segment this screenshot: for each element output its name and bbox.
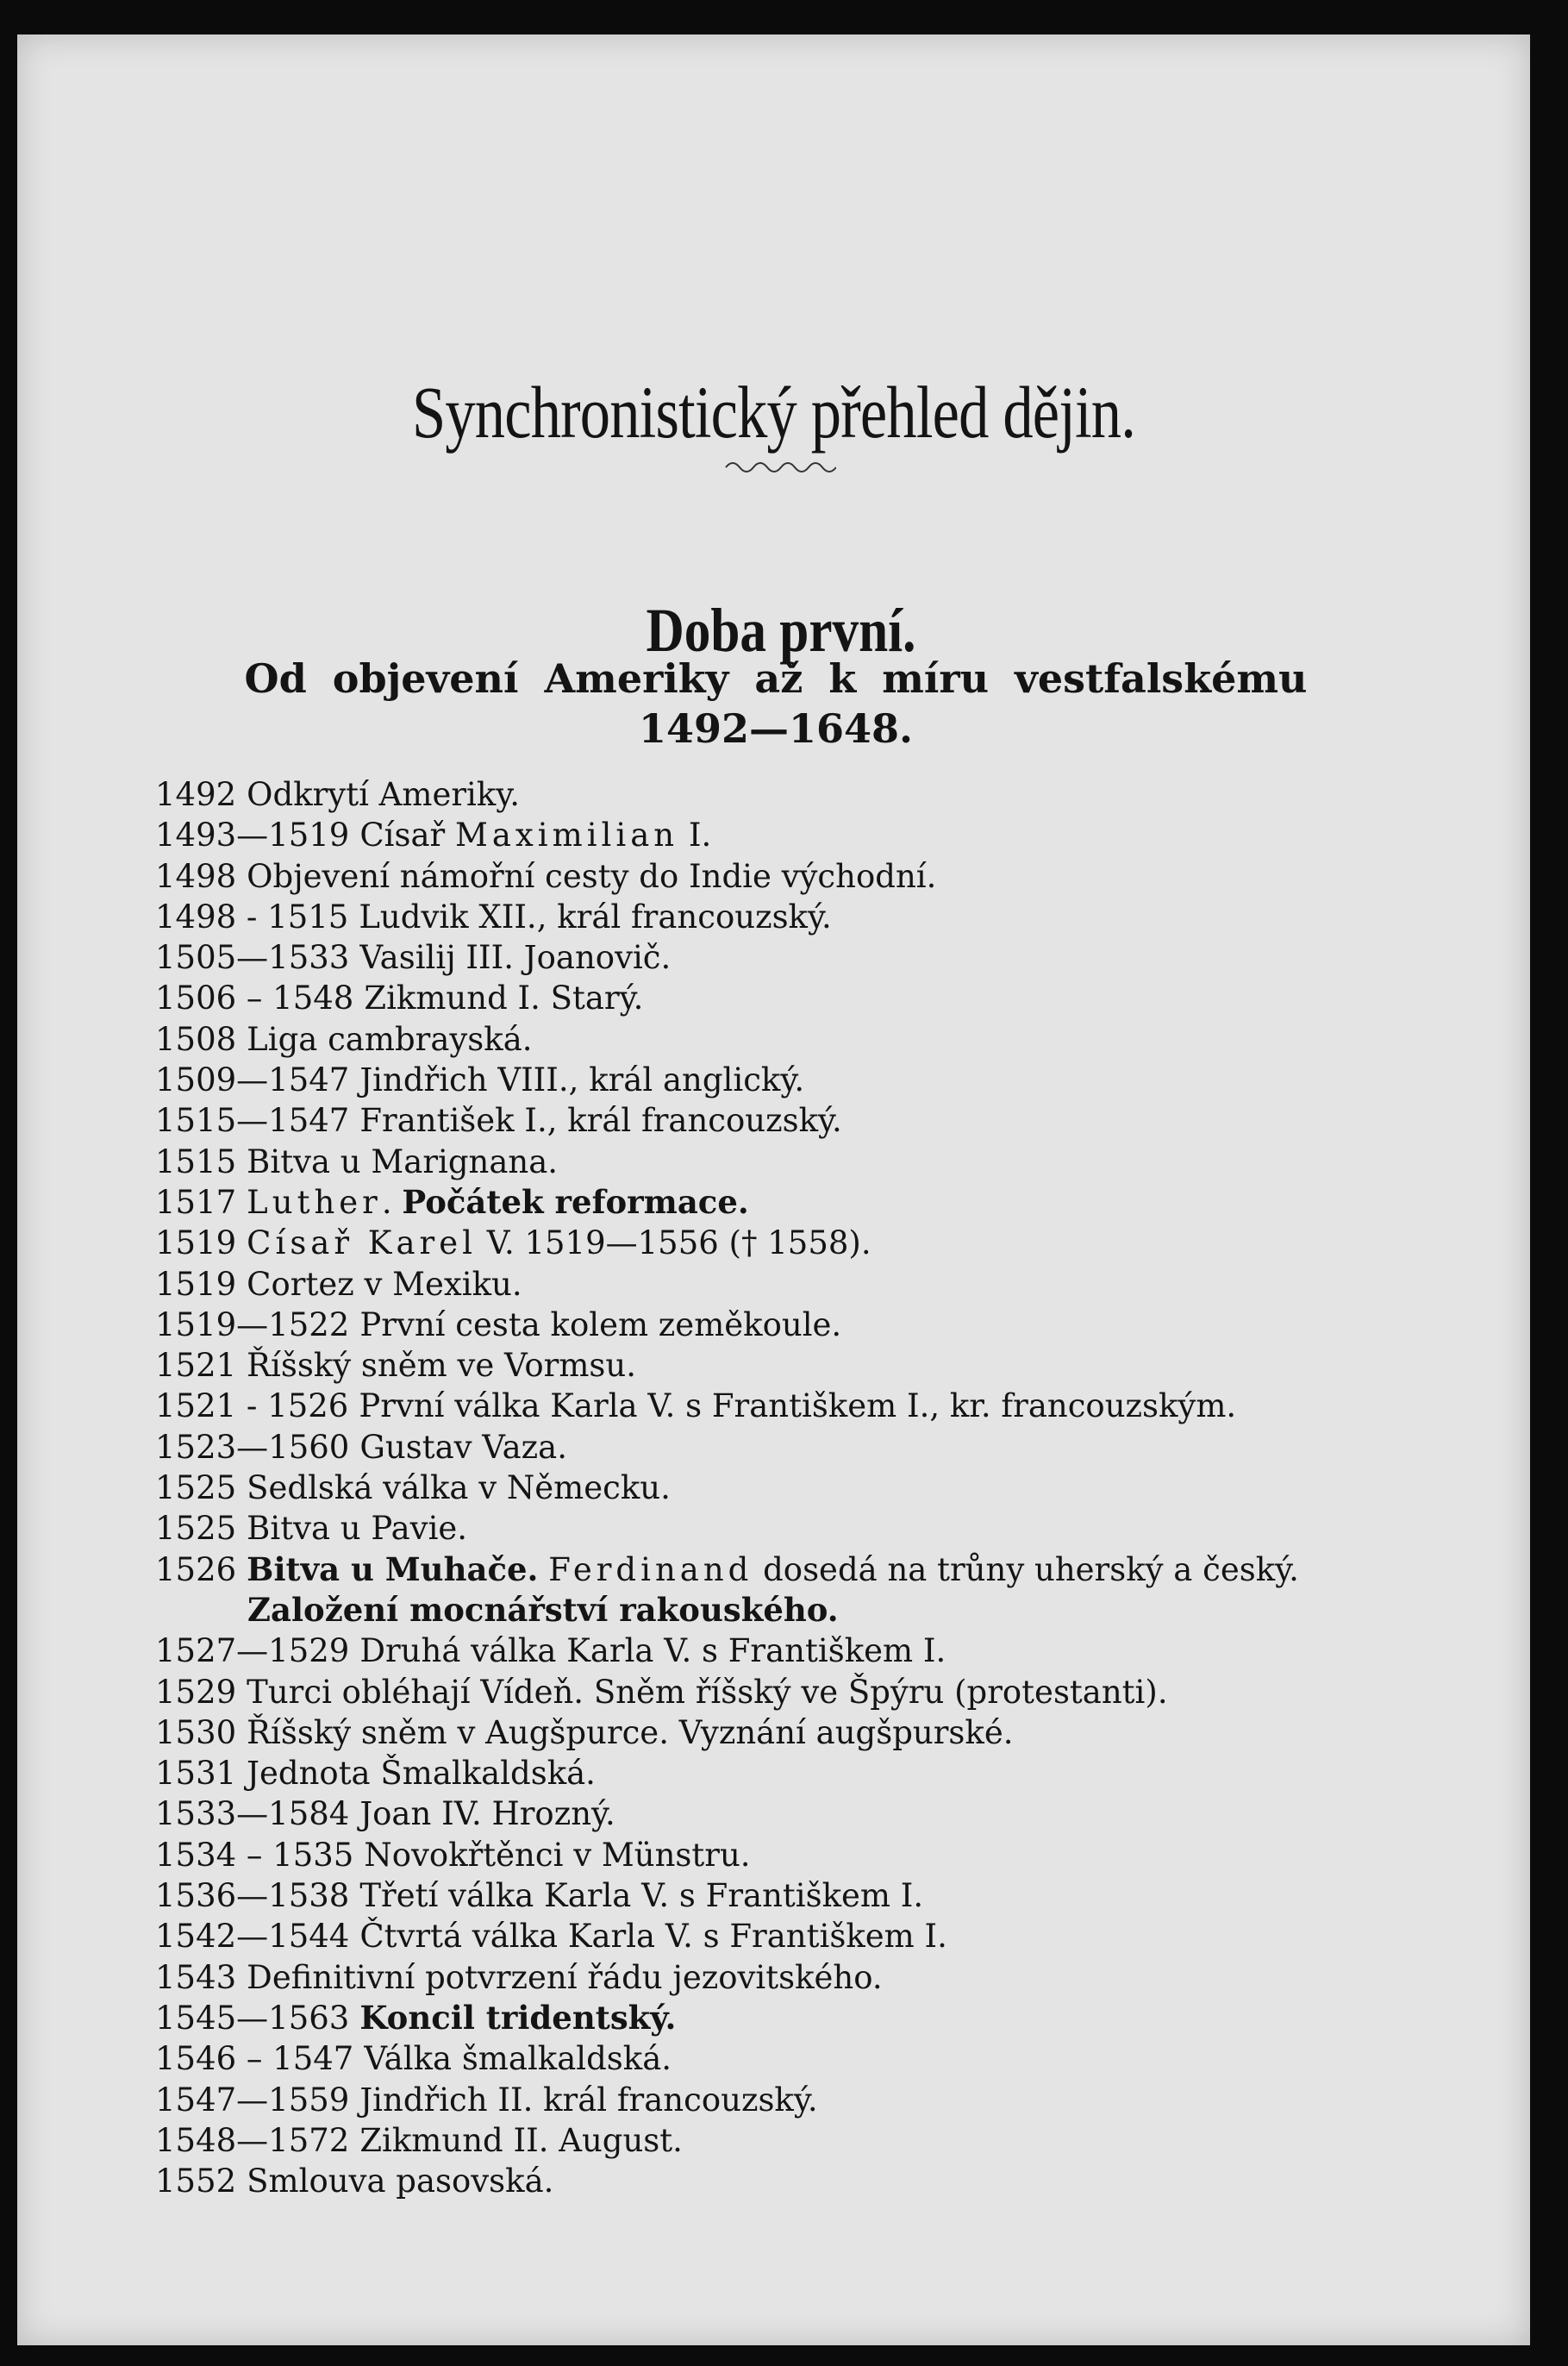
entry-year: 1531 bbox=[155, 1755, 237, 1793]
list-item bbox=[155, 1182, 1483, 1223]
entry-text: Novokřtěnci v Münstru. bbox=[364, 1836, 751, 1874]
entry-text: I. bbox=[678, 817, 712, 854]
entry-year: 1519—1522 bbox=[155, 1305, 350, 1343]
list-item bbox=[155, 1468, 1483, 1508]
entry-year: 1529 bbox=[155, 1673, 237, 1711]
entry-year: 1552 bbox=[155, 2163, 237, 2200]
entry-year: 1542—1544 bbox=[155, 1918, 350, 1956]
list-item bbox=[155, 937, 1483, 978]
list-item bbox=[155, 2038, 1483, 2079]
page-title: Synchronistický přehled dějin. bbox=[411, 370, 1136, 454]
entry-year: 1492 bbox=[155, 776, 237, 813]
entry-text: Bitva u Pavie. bbox=[247, 1510, 468, 1548]
entry-text: Liga cambrayská. bbox=[247, 1020, 533, 1058]
entry-text: Ferdinand bbox=[548, 1550, 753, 1588]
list-item bbox=[155, 1345, 1483, 1386]
entry-year: 1547—1559 bbox=[155, 2081, 350, 2119]
list-item bbox=[155, 1672, 1483, 1712]
list-item bbox=[155, 2161, 1483, 2201]
wavy-ornament bbox=[724, 457, 836, 474]
entry-year: 1536—1538 bbox=[155, 1877, 350, 1915]
entry-year: 1515—1547 bbox=[155, 1102, 350, 1140]
list-item bbox=[155, 815, 1483, 855]
list-item bbox=[155, 1793, 1483, 1834]
list-item bbox=[155, 1223, 1483, 1263]
entry-text: . bbox=[381, 1183, 403, 1221]
list-item bbox=[155, 1427, 1483, 1468]
entry-year: 1517 bbox=[155, 1183, 237, 1221]
section-date-range: 1492—1648. bbox=[638, 705, 914, 752]
entry-year: 1526 bbox=[155, 1550, 237, 1588]
entry-text: V. 1519—1556 († 1558). bbox=[476, 1224, 871, 1262]
entry-year: 1521 bbox=[155, 1347, 237, 1385]
entry-year: 1525 bbox=[155, 1510, 237, 1548]
entry-text: Objevení námořní cesty do Indie východní. bbox=[247, 857, 937, 895]
entry-text: dosedá na trůny uherský a český. bbox=[753, 1550, 1299, 1588]
entry-year: 1521 - 1526 bbox=[155, 1387, 349, 1425]
entry-year: 1509—1547 bbox=[155, 1061, 350, 1099]
list-item bbox=[155, 1916, 1483, 1956]
entry-text: Čtvrtá válka Karla V. s Františkem I. bbox=[359, 1918, 947, 1956]
entry-text: Joan IV. Hrozný. bbox=[359, 1795, 615, 1833]
entry-year: 1493—1519 bbox=[155, 817, 350, 854]
list-item bbox=[155, 856, 1483, 897]
list-item bbox=[155, 1305, 1483, 1345]
list-item bbox=[155, 978, 1483, 1018]
list-item bbox=[155, 1386, 1483, 1426]
book-page bbox=[17, 34, 1530, 2345]
entry-year: 1548—1572 bbox=[155, 2121, 350, 2159]
list-item bbox=[155, 1019, 1483, 1060]
list-item bbox=[155, 2120, 1483, 2161]
entry-text: Turci obléhají Vídeň. Sněm říšský ve Špýru (protestanti). bbox=[247, 1673, 1168, 1711]
list-item-continuation bbox=[155, 1590, 1483, 1631]
chronology-list bbox=[155, 774, 1483, 2201]
entry-text: Vasilij III. Joanovič. bbox=[359, 939, 672, 977]
section-heading: Od objevení Ameriky až k míru vestfalskému bbox=[244, 655, 1308, 702]
entry-text: Odkrytí Ameriky. bbox=[247, 776, 521, 813]
entry-year: 1545—1563 bbox=[155, 1999, 350, 2037]
entry-text: Maximilian bbox=[454, 817, 679, 854]
entry-text: Koncil tridentský. bbox=[359, 1998, 677, 2037]
list-item bbox=[155, 1998, 1483, 2038]
list-item bbox=[155, 1631, 1483, 1671]
list-item bbox=[155, 1142, 1483, 1182]
entry-text: Bitva u Muhače. bbox=[247, 1549, 539, 1588]
entry-text: Říšský sněm ve Vormsu. bbox=[247, 1347, 636, 1385]
entry-year: 1533—1584 bbox=[155, 1795, 350, 1833]
entry-text: Říšský sněm v Augšpurce. Vyznání augšpurské. bbox=[247, 1713, 1014, 1751]
entry-text: Válka šmalkaldská. bbox=[364, 2040, 672, 2078]
entry-text: Gustav Vaza. bbox=[359, 1428, 567, 1466]
entry-text: Smlouva pasovská. bbox=[247, 2163, 554, 2200]
list-item bbox=[155, 1549, 1483, 1590]
entry-text: Cortez v Mexiku. bbox=[247, 1265, 522, 1303]
entry-text: Císař Karel bbox=[247, 1224, 477, 1262]
entry-text: Jindřich VIII., král anglický. bbox=[359, 1061, 805, 1099]
entry-text: Císař bbox=[359, 817, 455, 854]
entry-text: Bitva u Marignana. bbox=[247, 1142, 559, 1180]
entry-year: 1519 bbox=[155, 1265, 237, 1303]
entry-text: Třetí válka Karla V. s Františkem I. bbox=[359, 1877, 924, 1915]
entry-year: 1543 bbox=[155, 1958, 237, 1996]
list-item bbox=[155, 1875, 1483, 1916]
entry-text: Definitivní potvrzení řádu jezovitského. bbox=[247, 1958, 883, 1996]
list-item bbox=[155, 1957, 1483, 1998]
entry-text: František I., král francouzský. bbox=[359, 1102, 842, 1140]
list-item bbox=[155, 1264, 1483, 1305]
entry-year: 1508 bbox=[155, 1020, 237, 1058]
entry-text: Zikmund II. August. bbox=[359, 2121, 683, 2159]
entry-text: Sedlská válka v Německu. bbox=[247, 1469, 671, 1507]
entry-year: 1534 – 1535 bbox=[155, 1836, 354, 1874]
entry-year: 1525 bbox=[155, 1469, 237, 1507]
entry-text: První cesta kolem zeměkoule. bbox=[359, 1305, 842, 1343]
entry-year: 1498 - 1515 bbox=[155, 898, 349, 936]
section-title: Doba první. bbox=[646, 595, 916, 665]
list-item bbox=[155, 1508, 1483, 1549]
entry-year: 1546 – 1547 bbox=[155, 2040, 354, 2078]
entry-year: 1523—1560 bbox=[155, 1428, 350, 1466]
entry-text: První válka Karla V. s Františkem I., kr. francouzským. bbox=[359, 1387, 1237, 1425]
entry-year: 1519 bbox=[155, 1224, 237, 1262]
entry-text: Druhá válka Karla V. s Františkem I. bbox=[359, 1632, 946, 1670]
entry-text: Jindřich II. král francouzský. bbox=[359, 2081, 818, 2119]
entry-text: Zikmund I. Starý. bbox=[364, 980, 644, 1017]
entry-text: Založení mocnářství rakouského. bbox=[247, 1590, 839, 1629]
list-item bbox=[155, 2080, 1483, 2120]
entry-text: Ludvik XII., král francouzský. bbox=[359, 898, 832, 936]
entry-text bbox=[538, 1551, 548, 1588]
entry-year: 1515 bbox=[155, 1142, 237, 1180]
list-item bbox=[155, 1100, 1483, 1141]
entry-text: Počátek reformace. bbox=[402, 1182, 749, 1221]
entry-year: 1530 bbox=[155, 1713, 237, 1751]
entry-year: 1527—1529 bbox=[155, 1632, 350, 1670]
list-item bbox=[155, 1753, 1483, 1793]
entry-year: 1506 – 1548 bbox=[155, 980, 354, 1017]
entry-year: 1498 bbox=[155, 857, 237, 895]
list-item bbox=[155, 1712, 1483, 1753]
list-item bbox=[155, 897, 1483, 937]
entry-year: 1505—1533 bbox=[155, 939, 350, 977]
list-item bbox=[155, 1835, 1483, 1875]
entry-text: Jednota Šmalkaldská. bbox=[247, 1755, 596, 1793]
list-item bbox=[155, 1060, 1483, 1100]
list-item bbox=[155, 774, 1483, 815]
entry-text: Luther bbox=[247, 1183, 382, 1221]
